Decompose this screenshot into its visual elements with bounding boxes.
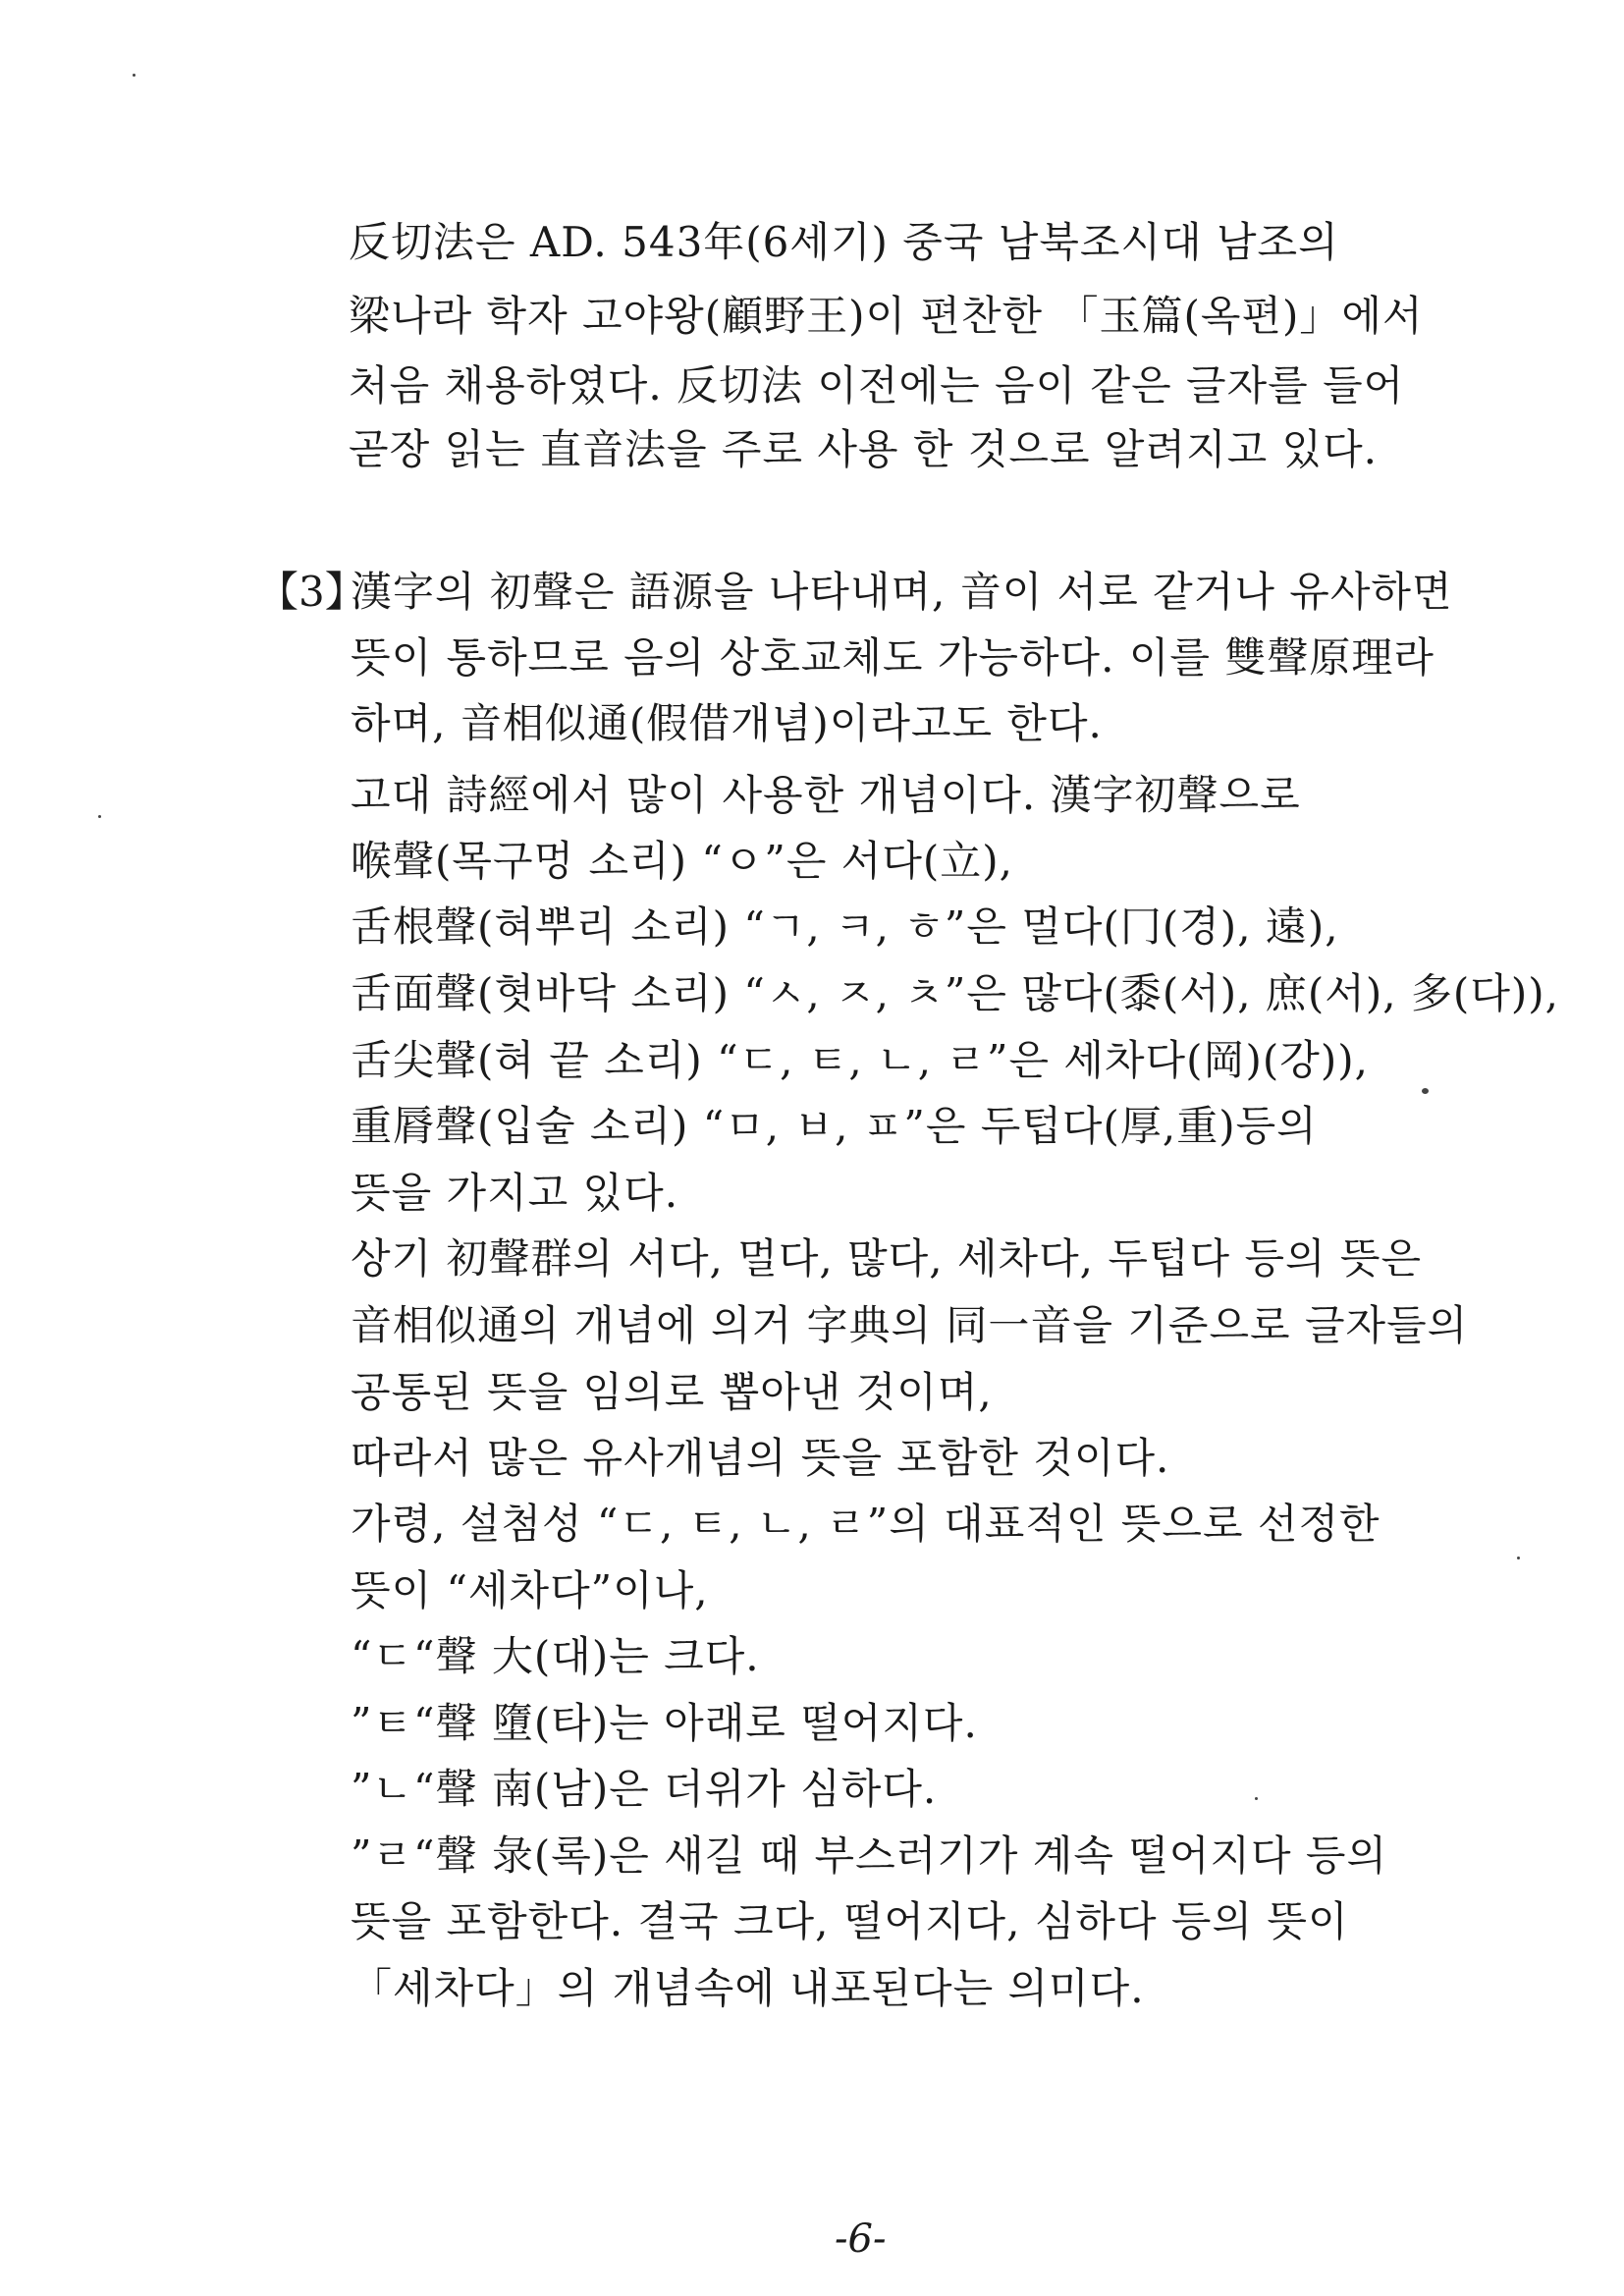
section-3-line: 音相似通의 개념에 의거 字典의 同一音을 기준으로 글자들의 (351, 1301, 1469, 1349)
section-3-line: 喉聲(목구멍 소리) “ㅇ”은 서다(立), (351, 837, 1014, 885)
section-3-line: 漢字의 初聲은 語源을 나타내며, 音이 서로 같거나 유사하면 (351, 568, 1453, 616)
section-3-line: 상기 初聲群의 서다, 멀다, 많다, 세차다, 두텁다 등의 뜻은 (351, 1234, 1423, 1283)
section-3-line: 뜻이 “세차다”이나, (351, 1566, 709, 1614)
page-number: -6- (835, 2216, 887, 2262)
section-3-line: 공통된 뜻을 임의로 뽑아낸 것이며, (351, 1368, 993, 1416)
scan-speck (1422, 1088, 1429, 1094)
section-3-line: 舌尖聲(혀 끝 소리) “ㄷ, ㅌ, ㄴ, ㄹ”은 세차다(岡)(강)), (351, 1036, 1369, 1084)
section-3-line: 가령, 설첨성 “ㄷ, ㅌ, ㄴ, ㄹ”의 대표적인 뜻으로 선정한 (351, 1500, 1380, 1548)
section-3-line: ”ㅌ“聲 墮(타)는 아래로 떨어지다. (351, 1699, 978, 1747)
section-3-line: 舌根聲(혀뿌리 소리) “ㄱ, ㅋ, ㅎ”은 멀다(冂(경), 遠), (351, 902, 1339, 951)
section-3-line: 重脣聲(입술 소리) “ㅁ, ㅂ, ㅍ”은 두텁다(厚,重)등의 (351, 1102, 1318, 1150)
paragraph-1-line: 처음 채용하였다. 反切法 이전에는 음이 같은 글자를 들어 (349, 361, 1405, 410)
section-3-marker: 【3】 (257, 568, 366, 616)
section-3-line: 뜻을 포함한다. 결국 크다, 떨어지다, 심하다 등의 뜻이 (351, 1897, 1349, 1945)
section-3-line: 따라서 많은 유사개념의 뜻을 포함한 것이다. (351, 1434, 1170, 1482)
section-3-line: 고대 詩經에서 많이 사용한 개념이다. 漢字初聲으로 (351, 771, 1301, 819)
section-3-line: 뜻이 통하므로 음의 상호교체도 가능하다. 이를 雙聲原理라 (351, 633, 1435, 682)
section-3-line: “ㄷ“聲 大(대)는 크다. (351, 1632, 760, 1680)
section-3-line: 舌面聲(혓바닥 소리) “ㅅ, ㅈ, ㅊ”은 많다(黍(서), 庶(서), 多(다)), (351, 969, 1560, 1017)
section-3-line: 「세차다」의 개념속에 내포된다는 의미다. (351, 1964, 1145, 2012)
section-3-line: 뜻을 가지고 있다. (351, 1169, 679, 1217)
scan-speck (133, 74, 135, 77)
section-3-line: ”ㄴ“聲 南(남)은 더위가 심하다. (351, 1765, 938, 1813)
paragraph-1-line: 곧장 읽는 直音法을 주로 사용 한 것으로 알려지고 있다. (349, 425, 1379, 473)
paragraph-1-line: 梁나라 학자 고야왕(顧野王)이 편찬한 「玉篇(옥편)」에서 (349, 292, 1424, 340)
section-3-line: ”ㄹ“聲 彔(록)은 새길 때 부스러기가 계속 떨어지다 등의 (351, 1831, 1388, 1880)
scan-speck (1517, 1557, 1520, 1559)
paragraph-1-line: 反切法은 AD. 543年(6세기) 중국 남북조시대 남조의 (349, 218, 1339, 266)
scan-speck (98, 815, 101, 818)
section-3-line: 하며, 音相似通(假借개념)이라고도 한다. (351, 699, 1103, 747)
scan-speck (1255, 1797, 1258, 1800)
